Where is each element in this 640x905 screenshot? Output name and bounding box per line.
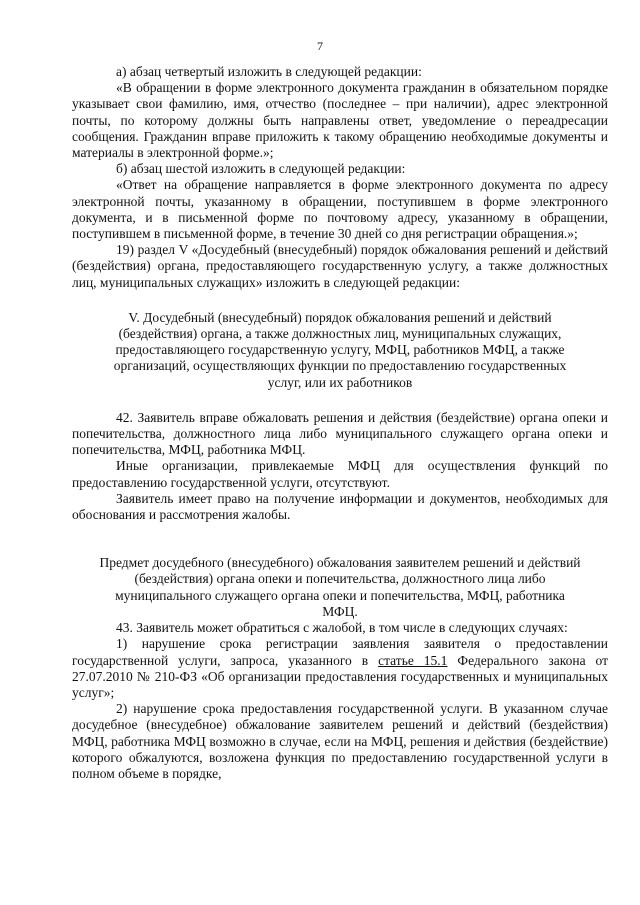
paragraph-amend-b: б) абзац шестой изложить в следующей редакции: [116, 161, 406, 177]
paragraph-quote-response: «Ответ на обращение направляется в форме электронного документа по адресу электронной почты, указанному в обращении, поступившем в форме электронного документа, и в письменной форме по почтовому адресу, указанному в обращении, поступившем в письменной форме, в течение 30 дней со дня регистрации обращения.»; [72, 177, 608, 242]
subsection-heading: Предмет досудебного (внесудебного) обжалования заявителем решений и действий (бездействия) органа опеки и попечительства, должностного лица либо муниципального служащего органа опеки и попечительства, МФЦ, работника МФЦ. [99, 555, 581, 619]
article-15-1-link[interactable]: статье 15.1 [378, 652, 448, 668]
paragraph-43: 43. Заявитель может обратиться с жалобой, в том числе в следующих случаях: [116, 620, 568, 636]
paragraph-amend-a: а) абзац четвертый изложить в следующей редакции: [116, 64, 422, 79]
paragraph-quote-electronic-appeal: «В обращении в форме электронного документа гражданин в обязательном порядке указывает свои фамилию, имя, отчество (последнее – при наличии), адрес электронной почты, по которому должны быть направлены ответ, уведомление о переадресации сообщения. Гражданин вправе приложить к такому обращению необходимые документы и материалы в электронной форме.»; [72, 80, 608, 161]
case-1-text-a: 1) нарушение срока регистрации заявления заявителя о предоставлении государственной услуги, запроса, указанного в [72, 636, 608, 668]
paragraph-other-organizations: Иные организации, привлекаемые МФЦ для осуществления функций по предоставлению государственной услуги, отсутствуют. [72, 458, 608, 490]
case-1-text-b: Федерального закона от 27.07.2010 № 210-ФЗ «Об организации предоставления государственных и муниципальных услуг»; [72, 652, 608, 700]
paragraph-item-19: 19) раздел V «Досудебный (внесудебный) порядок обжалования решений и действий (бездействия) органа, предоставляющего государственную услугу, а также должностных лиц, муниципальных служащих» изложить в следующей редакции: [72, 242, 608, 290]
paragraph-applicant-rights: Заявитель имеет право на получение информации и документов, необходимых для обоснования и рассмотрения жалобы. [72, 490, 608, 523]
paragraph-case-1 [72, 636, 608, 701]
page-number: 7 [317, 39, 323, 53]
section-heading-v: V. Досудебный (внесудебный) порядок обжалования решений и действий (бездействия) органа, а также должностных лиц, муниципальных служащих, предоставляющего государственную услугу, МФЦ, работников МФЦ, а также организаций, осуществляющих функции по предоставлению государственных услуг, или их работников [113, 309, 567, 390]
document-body [72, 64, 608, 782]
paragraph-case-2: 2) нарушение срока предоставления государственной услуги. В указанном случае досудебное (внесудебное) обжалование заявителем решений и действий (бездействия) МФЦ, работника МФЦ возможно в случае, если на МФЦ, решения и действия (бездействие) которого обжалуются, возложена функция по предоставлению государственной услуги в полном объеме в порядке, [72, 701, 608, 781]
paragraph-42: 42. Заявитель вправе обжаловать решения и действия (бездействие) органа опеки и попечительства, должностного лица либо муниципального служащего органа опеки и попечительства, МФЦ, работника МФЦ. [72, 409, 608, 458]
